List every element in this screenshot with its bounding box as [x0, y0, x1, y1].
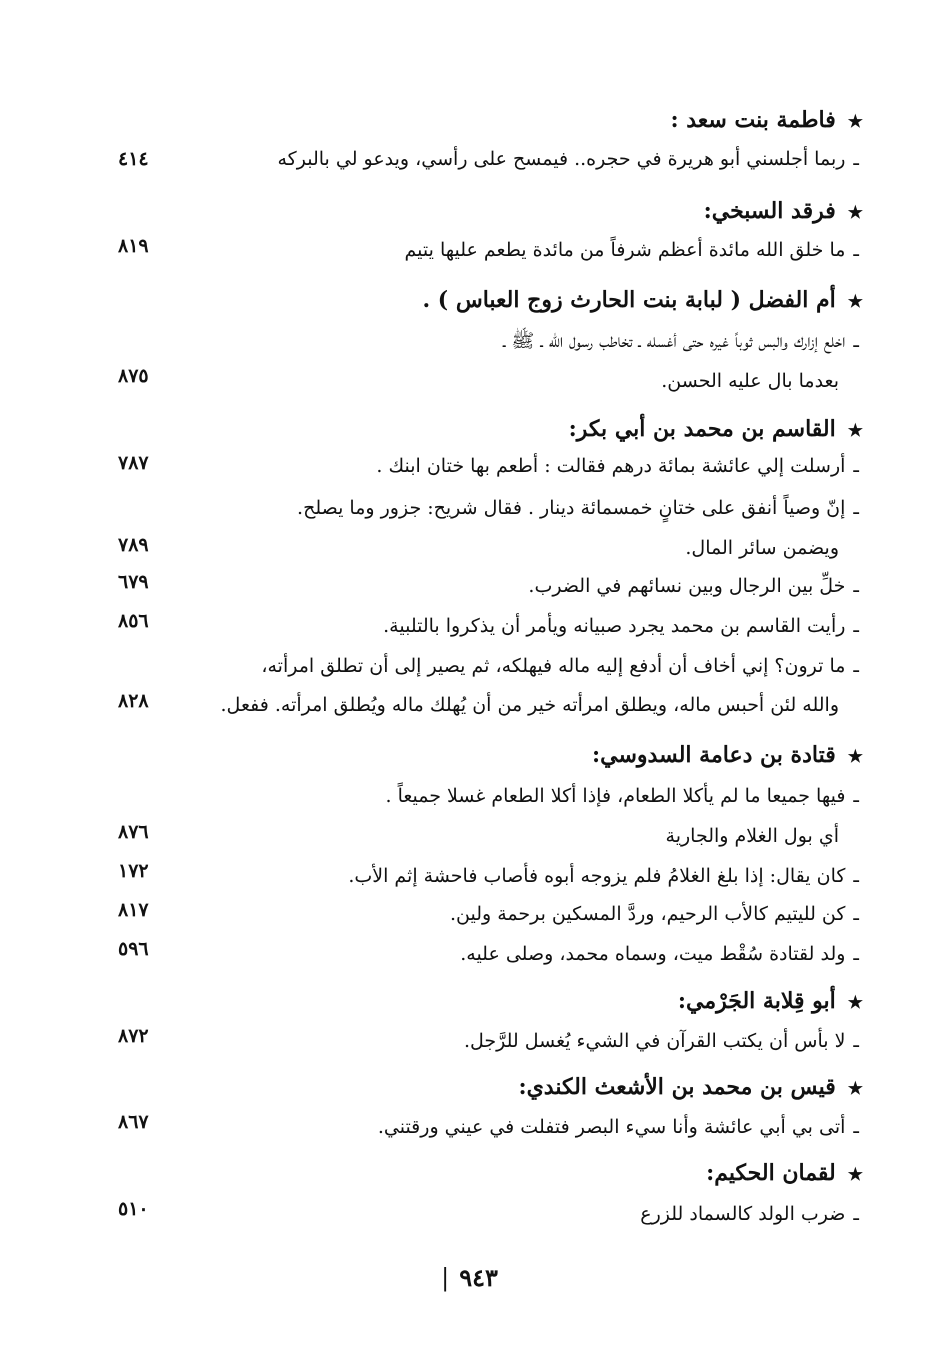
entry-line: فيها جميعا ما لم يأكلا الطعام، فإذا أكلا الطعام غسلا جميعاً . — [385, 785, 846, 807]
section-heading — [592, 740, 863, 772]
entry-line: لا بأس أن يكتب القرآن في الشيء يُغسل للرَّجل. — [463, 1030, 846, 1052]
page-reference: ١٧٢ — [118, 860, 149, 882]
dash-marker: ـ — [853, 148, 859, 170]
page-reference: ٧٨٧ — [118, 452, 149, 474]
page-number: ٩٤٣ — [459, 1263, 498, 1292]
entry-line: أرسلت إلي عائشة بمائة درهم فقالت : أطعم بها ختان ابنك . — [376, 455, 846, 477]
section-title: قتادة بن دعامة السدوسي: — [592, 742, 836, 768]
section-heading — [706, 1158, 863, 1190]
entry-line: ما ترون؟ إني أخاف أن أدفع إليه ماله فيهلكه، ثم يصير إلى أن تطلق امرأته، — [261, 655, 846, 677]
page-reference: ٥١٠ — [118, 1198, 149, 1220]
section-title: قيس بن محمد بن الأشعث الكندي: — [518, 1074, 836, 1100]
entry-continuation: والله لئن أحبس ماله، ويطلق امرأته خير من أن يُهلك ماله ويُطلق امرأته. ففعل. — [220, 694, 839, 716]
entry-text — [383, 612, 859, 640]
page-reference: ٨٦٧ — [118, 1111, 149, 1133]
page-reference: ٨٧٦ — [118, 821, 149, 843]
page-number-footer — [0, 1262, 939, 1294]
section-title: أم الفضل ( لبابة بنت الحارث زوج العباس ) . — [422, 287, 836, 313]
dash-marker: ـ — [853, 497, 859, 519]
dash-marker: ـ — [853, 239, 859, 261]
entry-line: ضرب الولد كالسماد للزرع — [640, 1203, 846, 1225]
dash-marker: ـ — [853, 785, 859, 807]
section-title: فاطمة بنت سعد : — [670, 107, 836, 133]
entry-text — [376, 452, 859, 480]
page-reference: ٨٢٨ — [118, 690, 149, 712]
star-icon: ★ — [847, 993, 863, 1013]
entry-line: كن لليتيم كالأب الرحيم، وردَّ المسكين برحمة ولين. — [449, 903, 846, 925]
dash-marker: ـ — [853, 943, 859, 965]
entry-text — [297, 494, 859, 522]
page-reference: ٧٨٩ — [118, 534, 149, 556]
page-reference: ٨٧٥ — [118, 365, 149, 387]
entry-text — [261, 652, 859, 680]
section-title: القاسم بن محمد بن أبي بكر: — [568, 416, 836, 442]
page-reference: ٤١٤ — [118, 148, 149, 170]
entry-text — [528, 572, 859, 600]
section-heading — [670, 105, 863, 137]
star-icon: ★ — [847, 292, 863, 312]
star-icon: ★ — [847, 747, 863, 767]
section-heading — [678, 986, 863, 1018]
entry-line: اخلع إزارك والبس ثوباً غيره حتى أغسله ـ تخاطب رسول الله ـ ﷺ ـ — [502, 330, 846, 352]
dash-marker: ـ — [853, 865, 859, 887]
section-heading — [704, 196, 863, 228]
entry-text — [386, 782, 859, 810]
page-reference: ٨٧٢ — [118, 1025, 149, 1047]
entry-text — [503, 327, 859, 355]
section-title: فرقد السبخي: — [703, 198, 836, 224]
star-icon: ★ — [847, 421, 863, 441]
entry-continuation: أي بول الغلام والجارية — [665, 825, 839, 847]
section-heading — [518, 1072, 863, 1104]
section-heading — [569, 414, 863, 446]
entry-line: خلِّ بين الرجال وبين نسائهم في الضرب. — [528, 575, 846, 597]
entry-line: كان يقال: إذا بلغ الغلامُ فلم يزوجه أبوه فأصاب فاحشة إثم الأب. — [348, 865, 846, 887]
entry-text — [640, 1200, 859, 1228]
entry-line: إنّ وصياً أنفق على ختانٍ خمسمائة دينار . فقال شريح: جزور وما يصلح. — [297, 497, 846, 519]
star-icon: ★ — [847, 203, 863, 223]
section-title: لقمان الحكيم: — [706, 1160, 836, 1186]
section-title: أبو قِلابة الجَرْمي: — [677, 988, 836, 1014]
entry-line: ربما أجلسني أبو هريرة في حجره.. فيمسح على رأسي، ويدعو لي بالبركه — [277, 148, 846, 170]
page-reference: ٥٩٦ — [118, 938, 149, 960]
dash-marker: ـ — [853, 1030, 859, 1052]
star-icon: ★ — [847, 1165, 863, 1185]
page-reference: ٨١٧ — [118, 899, 149, 921]
dash-marker: ـ — [853, 1116, 859, 1138]
section-heading — [422, 285, 863, 317]
dash-marker: ـ — [853, 575, 859, 597]
entry-line: أتى بي أبي عائشة وأنا سيء البصر فتفلت في عيني ورقتني. — [377, 1116, 846, 1138]
dash-marker: ـ — [853, 330, 859, 352]
entry-text — [348, 862, 859, 890]
star-icon: ★ — [847, 112, 863, 132]
entry-line: ما خلق الله مائدة أعظم شرفاً من مائدة يطعم عليها يتيم — [404, 239, 846, 261]
entry-text — [464, 1027, 859, 1055]
page-reference: ٨٥٦ — [118, 610, 149, 632]
star-icon: ★ — [847, 1079, 863, 1099]
separator: | — [441, 1264, 450, 1292]
page-reference: ٦٧٩ — [118, 571, 149, 593]
dash-marker: ـ — [853, 903, 859, 925]
entry-text — [378, 1113, 859, 1141]
dash-marker: ـ — [853, 455, 859, 477]
entry-continuation: بعدما بال عليه الحسن. — [661, 370, 839, 392]
dash-marker: ـ — [853, 615, 859, 637]
entry-text — [278, 145, 860, 173]
entry-text — [460, 940, 859, 968]
entry-text — [450, 900, 859, 928]
entry-text — [405, 236, 859, 264]
dash-marker: ـ — [853, 655, 859, 677]
dash-marker: ـ — [853, 1203, 859, 1225]
page-reference: ٨١٩ — [118, 235, 149, 257]
entry-line: ولد لقتادة سُقْط ميت، وسماه محمد، وصلى عليه. — [460, 943, 846, 965]
entry-line: رأيت القاسم بن محمد يجرد صبيانه ويأمر أن يذكروا بالتلبية. — [383, 615, 846, 637]
entry-continuation: ويضمن سائر المال. — [685, 537, 839, 559]
